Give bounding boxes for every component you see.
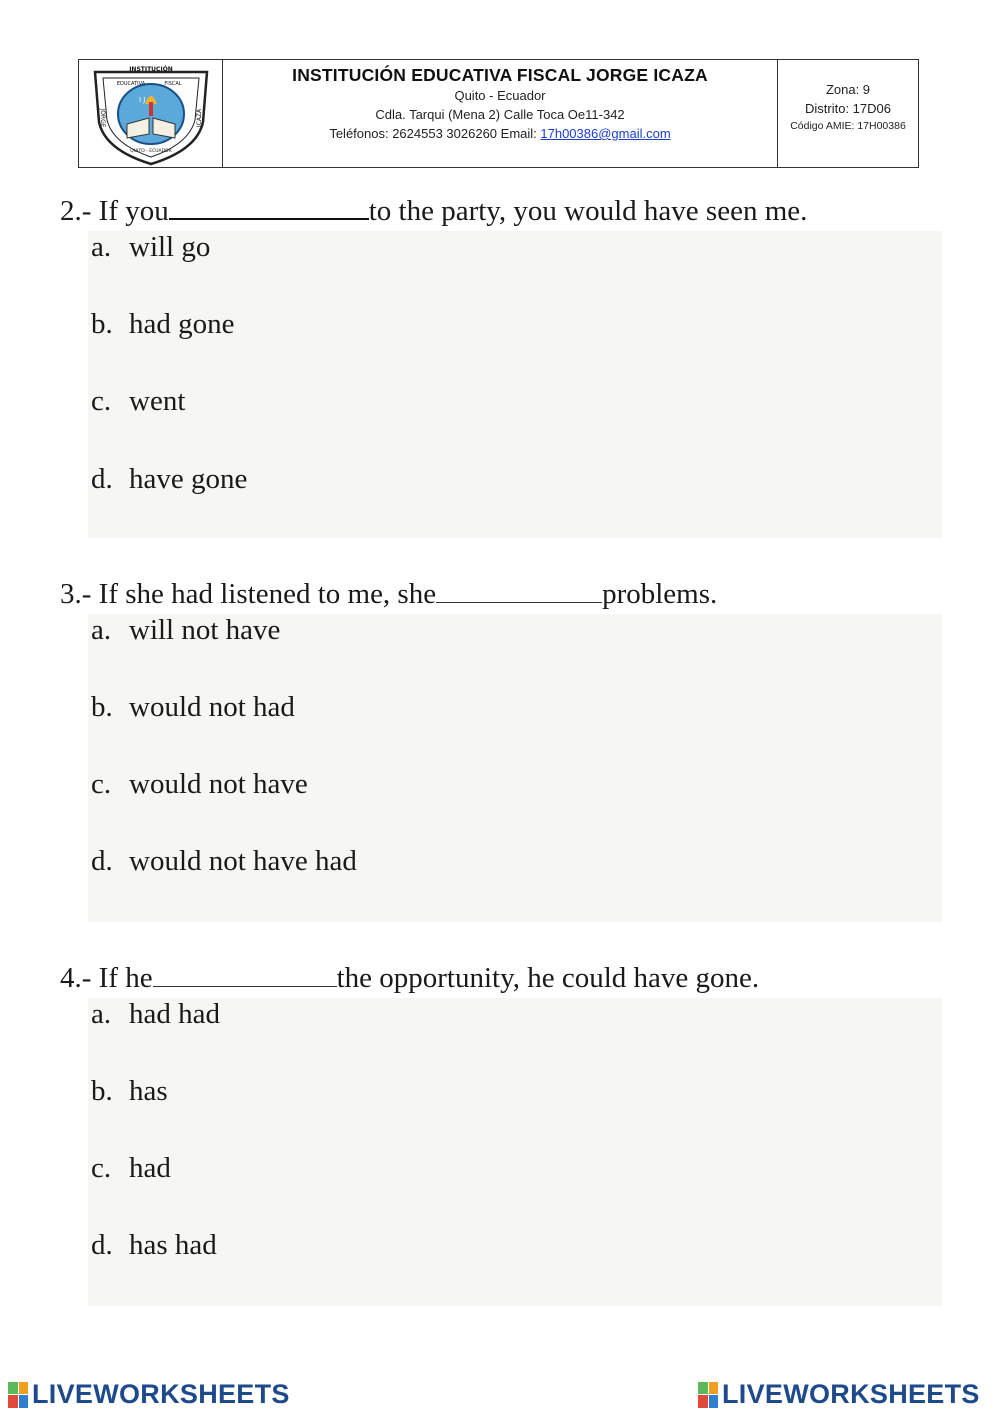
question-2-option-d[interactable]: d. have gone	[91, 463, 248, 495]
question-4-options	[88, 998, 942, 1306]
question-3-option-c[interactable]: c. would not have	[91, 768, 308, 800]
school-phones: Teléfonos: 2624553 3026260 Email:	[329, 126, 541, 141]
school-contact	[223, 124, 777, 143]
question-4-option-c[interactable]: c. had	[91, 1152, 171, 1184]
liveworksheets-logo-left	[8, 1379, 290, 1410]
school-city: Quito - Ecuador	[454, 88, 546, 103]
school-info	[223, 60, 778, 167]
question-3-option-a[interactable]: a. will not have	[91, 614, 281, 646]
liveworksheets-logo-right	[698, 1379, 980, 1410]
zona-label: Zona: 9	[825, 82, 871, 97]
question-4-option-b[interactable]: b. has	[91, 1075, 168, 1107]
school-name: INSTITUCIÓN EDUCATIVA FISCAL JORGE ICAZA	[292, 65, 708, 85]
question-2	[60, 192, 807, 228]
question-4-option-d[interactable]: d. has had	[91, 1229, 217, 1261]
question-2-after: to the party, you would have seen me.	[368, 195, 808, 227]
logo-text-jorge: JORGE	[98, 107, 106, 128]
svg-text:I J: I J	[138, 95, 145, 104]
distrito-label: Distrito: 17D06	[805, 101, 891, 116]
school-email-link[interactable]: 17h00386@gmail.com	[540, 126, 671, 141]
school-codes	[778, 60, 918, 167]
question-2-option-c[interactable]: c. went	[91, 385, 186, 417]
school-logo-cell	[79, 60, 223, 167]
question-2-option-b[interactable]: b. had gone	[91, 308, 235, 340]
school-address: Cdla. Tarqui (Mena 2) Calle Toca Oe11-342	[375, 107, 625, 122]
question-4-blank[interactable]	[153, 960, 337, 987]
question-4-option-a[interactable]: a. had had	[91, 998, 220, 1030]
question-3-options	[88, 614, 942, 922]
logo-text-icaza: ICAZA	[195, 108, 203, 127]
logo-text-institucion: INSTITUCIÓN	[128, 65, 173, 73]
question-2-option-a[interactable]: a. will go	[91, 231, 211, 263]
liveworksheets-icon	[8, 1382, 28, 1408]
logo-text-quito: QUITO - ECUADOR	[129, 148, 172, 154]
amie-code: Código AMIE: 17H00386	[790, 120, 906, 132]
question-3	[60, 576, 717, 611]
liveworksheets-icon	[698, 1382, 718, 1408]
question-2-before: 2.- If you	[60, 195, 169, 227]
question-3-option-b[interactable]: b. would not had	[91, 691, 295, 723]
question-3-before: 3.- If she had listened to me, she	[60, 578, 437, 610]
question-3-option-d[interactable]: d. would not have had	[91, 845, 357, 877]
question-2-blank[interactable]	[169, 192, 369, 220]
question-3-blank[interactable]	[436, 576, 602, 603]
school-header	[78, 59, 919, 168]
liveworksheets-brand-left: LIVEWORKSHEETS	[32, 1379, 290, 1409]
liveworksheets-brand-right: LIVEWORKSHEETS	[722, 1379, 980, 1409]
question-4	[60, 960, 759, 995]
question-4-after: the opportunity, he could have gone.	[336, 962, 760, 994]
school-crest-logo	[87, 62, 215, 166]
question-4-before: 4.- If he	[60, 962, 153, 994]
question-3-after: problems.	[602, 578, 718, 610]
logo-text-educativa: EDUCATIVA	[116, 80, 145, 87]
question-2-options	[88, 231, 942, 538]
logo-text-fiscal: FISCAL	[163, 80, 182, 87]
